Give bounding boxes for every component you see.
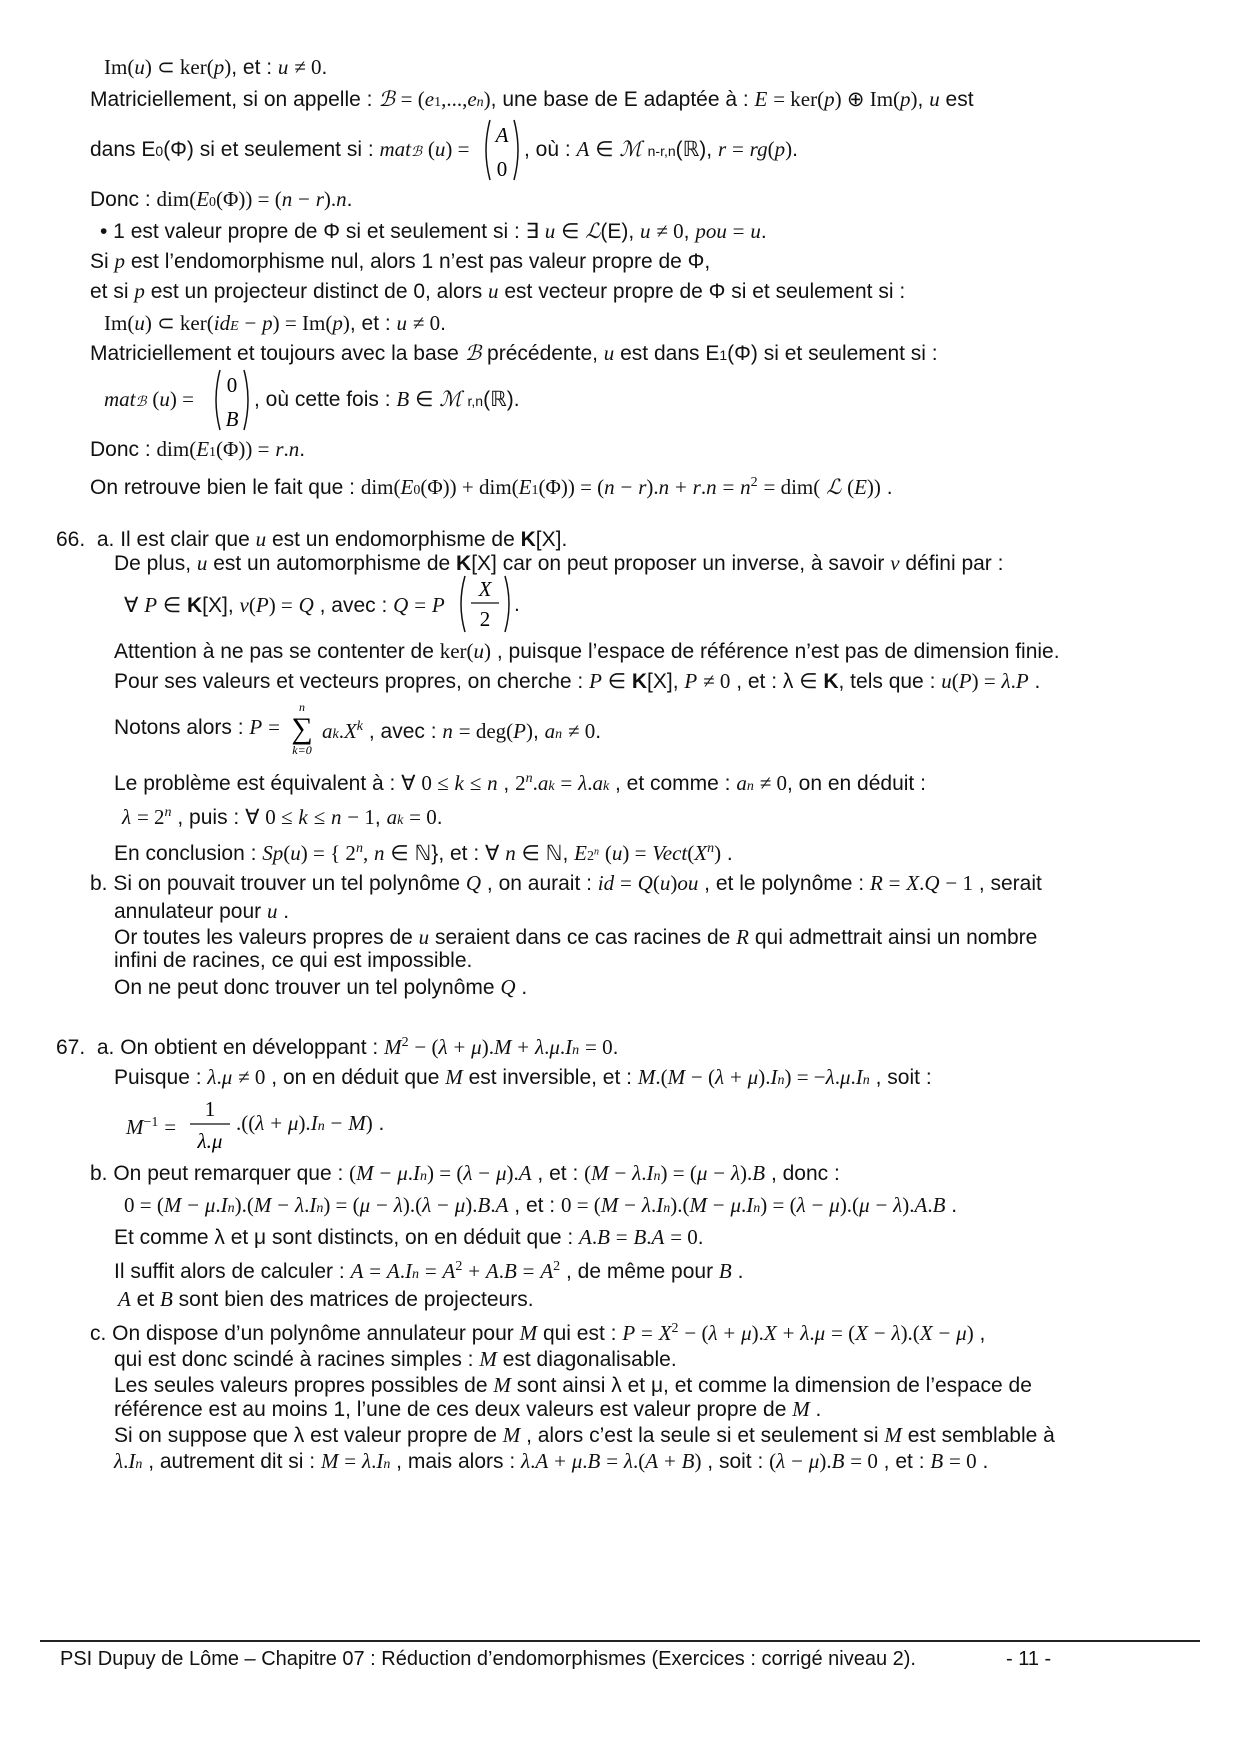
line-08: Im(u) ⊂ ker(idE − p) = Im(p), et : u ≠ 0. [104,311,446,335]
footer-rule [40,1640,1200,1642]
line-24: Or toutes les valeurs propres de u seraient dans ce cas racines de R qui admettrait ainsi un nombre [114,925,1038,949]
line-32: Et comme λ et μ sont distincts, on en déduit que : A.B = B.A = 0. [114,1225,704,1249]
line-04: Donc : dim(E0(Φ)) = (n − r).n. [90,187,353,211]
line-16: Attention à ne pas se contenter de ker(u) , puisque l’espace de référence n’est pas de dimension finie. [114,639,1060,663]
line-09: Matriciellement et toujours avec la base ℬ précédente, u est dans E1(Φ) si et seulement si : [90,341,938,365]
line-11: Donc : dim(E1(Φ)) = r.n. [90,437,306,461]
line-15: ∀ P ∈ K[X], v(P) = Q , avec : Q = P [124,593,445,617]
line-12: On retrouve bien le fait que : $dim(E0(\Phi)) + dim(E1(\Phi)) = (n - r).n + r.n = n^2 = dim$( ℒ (E)) . [90,475,893,499]
line-05: • 1 est valeur propre de Φ si et seulement si : ∃ u ∈ ℒ(E), u ≠ 0, pou = u. [100,219,767,243]
svg-text:λ.μ: λ.μ [197,1129,223,1153]
line-03b: , où : A ∈ ℳ n-r,n(ℝ), r = rg(p). [524,137,798,161]
line-20: $\lambda = 2^n$ , puis : ∀ 0 ≤ k ≤ n − 1, ak = 0. [122,805,443,829]
line-06: Si p est l’endomorphisme nul, alors 1 n’est pas valeur propre de Φ, [90,249,711,273]
column-matrix-0B [212,366,252,434]
line-40: λ.In , autrement dit si : M = λ.In , mais alors : λ.A + μ.B = λ.(A + B) , soit : (λ − μ).B = 0 , et : B = 0 . [114,1449,989,1473]
line-19: Le problème est équivalent à : ∀ 0 ≤ k ≤ n , 2$^n$.ak = λ.ak , et comme : an ≠ 0, on en déduit : [114,771,926,795]
line-03: dans E0(Φ) si et seulement si : matℬ (u) = [90,137,470,161]
column-matrix-A0 [482,116,522,184]
line-38: référence est au moins 1, l’une de ces deux valeurs est valeur propre de M . [114,1397,822,1421]
line-01: Im(u) ⊂ ker(p), et : u ≠ 0. [104,55,328,79]
line-34: A et B sont bien des matrices de projecteurs. [118,1287,534,1311]
svg-text:0: 0 [496,157,508,181]
fraction-1-over-lambda-mu [186,1094,234,1154]
line-29a: $M^{-1}$ = [126,1115,177,1139]
svg-text:1: 1 [204,1097,216,1121]
svg-text:n: n [299,700,305,714]
line-13: 66. a. Il est clair que u est un endomorphisme de K[X]. [56,527,568,551]
line-17: Pour ses valeurs et vecteurs propres, on cherche : P ∈ K[X], P ≠ 0 , et : λ ∈ K, tels que : u(P) = λ.P . [114,669,1041,693]
line-37: Les seules valeurs propres possibles de M sont ainsi λ et μ, et comme la dimension de l’espace de [114,1373,1032,1397]
svg-text:0: 0 [226,373,238,397]
line-07: et si p est un projecteur distinct de 0, alors u est vecteur propre de Φ si et seulement si : [90,279,906,303]
line-33: Il suffit alors de calculer : $A = A.In = A^2 + A.B = A^2$ , de même pour B . [114,1259,744,1283]
svg-text:X: X [478,577,492,601]
svg-text:B: B [225,407,239,431]
line-39: Si on suppose que λ est valeur propre de M , alors c’est la seule si et seulement si M est semblable à [114,1423,1055,1447]
line-21: En conclusion : Sp(u) = { 2$^n$, n ∈ ℕ}, et : ∀ n ∈ ℕ, E2$^n$ $(u) = Vect(X^n)$ . [114,841,733,865]
fraction-X-over-2 [457,572,513,636]
line-10b: , où cette fois : B ∈ ℳ r,n(ℝ). [254,387,520,411]
line-23: annulateur pour u . [114,899,290,923]
line-14: De plus, u est un automorphisme de K[X] car on peut proposer un inverse, à savoir v défini par : [114,551,1004,575]
line-25: infini de racines, ce qui est impossible. [114,949,473,972]
svg-text:k=0: k=0 [292,743,312,756]
svg-text:2: 2 [479,607,491,631]
line-02: Matriciellement, si on appelle : ℬ = (e1,...,en), une base de E adaptée à : E = ker(p) ⊕ Im(p), u est [90,87,974,111]
line-36: qui est donc scindé à racines simples : M est diagonalisable. [114,1347,677,1371]
line-18b: $ak.X^k$ , avec : n = deg(P), an ≠ 0. [322,719,602,743]
line-31: 0 = (M − μ.In).(M − λ.In) = (μ − λ).(λ − μ).B.A , et : 0 = (M − λ.In).(M − μ.In) = (λ − μ).(μ − λ).A.B . [124,1193,958,1217]
line-18a: Notons alors : P = [114,715,280,739]
svg-text:∑: ∑ [291,712,313,745]
line-15b: . [514,593,520,616]
line-22: b. Si on pouvait trouver un tel polynôme Q , on aurait : id = Q(u)ou , et le polynôme : R = X.Q − 1 , serait [90,871,1042,895]
line-27: 67. a. On obtient en développant : $M^2 - (\lambda + \mu).M + \lambda.\mu.In = 0$. [56,1035,619,1059]
line-28: Puisque : λ.μ ≠ 0 , on en déduit que M est inversible, et : M.(M − (λ + μ).In) = −λ.μ.In , soit : [114,1065,932,1089]
line-30: b. On peut remarquer que : (M − μ.In) = (λ − μ).A , et : (M − λ.In) = (μ − λ).B , donc : [90,1161,840,1185]
line-29b: .((λ + μ).In − M) . [236,1111,385,1135]
line-10: matℬ (u) = [104,387,194,411]
footer-title: PSI Dupuy de Lôme – Chapitre 07 : Réduction d’endomorphismes (Exercices : corrigé niveau 2). [60,1648,916,1670]
line-35: c. On dispose d’un polynôme annulateur pour M qui est : $P = X^2 - (\lambda + \mu).X + \lambda.\mu = (X - \lambda).(X - \mu)$ , [90,1321,986,1345]
sum-symbol [284,700,320,756]
line-26: On ne peut donc trouver un tel polynôme Q . [114,975,528,999]
svg-text:A: A [495,123,509,147]
page-number: - 11 - [1006,1648,1052,1670]
